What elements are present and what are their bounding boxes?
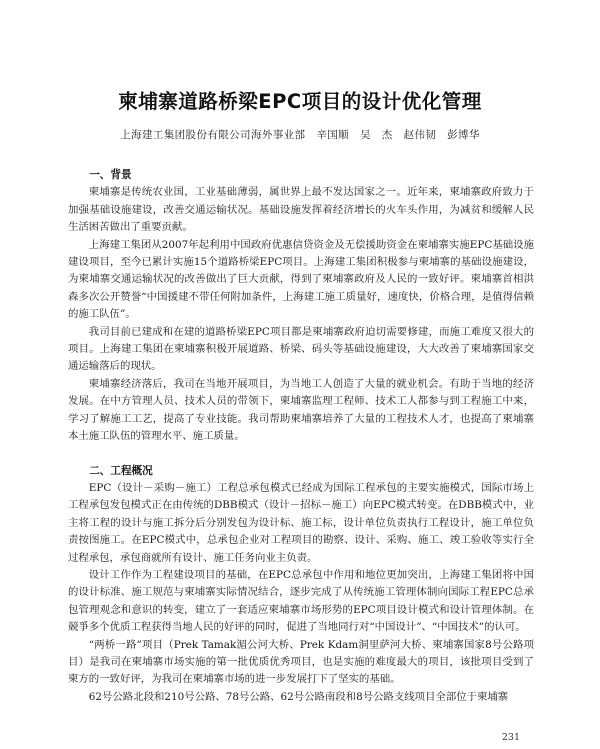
paper-body — [68, 167, 534, 706]
paragraph: 62号公路北段和210号公路、78号公路、62号公路南段和8号公路支线项目全部位于柬埔寨 — [88, 690, 509, 703]
paragraph: EPC（设计－采购－施工）工程总承包模式已经成为国际工程承包的主要实施模式，国际市场上工程承包发包模式正在由传统的DBB模式（设计－招标－施工）向EPC模式转变。在DBB模式中，业主将工程的设计与施工拆分后分别发包为设计标、施工标，设计单位负责执行工程设计，施工单位负责按图施工。在EPC模式中，总承包企业对工程项目的勘察、设计、采购、施工、竣工验收等实行全过程承包，承包商就所有设计、施工任务向业主负责。 — [68, 481, 534, 564]
section-heading-overview: 二、工程概况 — [89, 464, 153, 477]
paragraph: 设计工作作为工程建设项目的基础，在EPC总承包中作用和地位更加突出，上海建工集团将中国的设计标准、施工规范与柬埔寨实际情况结合，逐步完成了从传统施工管理体制向国际工程EPC总承包管理观念和意识的转变，建立了一套适应柬埔寨市场形势的EPC项目设计模式和设计管理体制。在競爭多个优质工程获得当地人民的好评的同时，促进了当地同行对“中国设计”、“中国技术”的认可。 — [68, 568, 534, 634]
author-line: 上海建工集团股份有限公司海外事业部 辛国顺 吴 杰 赵伟韧 彭博华 — [120, 129, 480, 141]
section-heading-background: 一、背景 — [89, 169, 132, 181]
paper-title: 柬埔寨道路桥梁EPC项目的设计优化管理 — [118, 90, 482, 113]
paragraph: 上海建工集团从2007年起利用中国政府优惠信贷资金及无偿援助资金在柬埔寨实施EPC基础设施建设项目，至今已累计实施15个道路桥梁EPC项目。上海建工集团积极参与柬埔寨的基础设施建设，为柬埔寨交通运输状况的改善做出了巨大贡献，得到了柬埔寨政府及人民的一致好评。柬埔寨首相洪森多次公开赞誉“中国援建不带任何附加条件，上海建工施工质量好，速度快，价格合理，是值得信赖的施工队伍”。 — [68, 238, 534, 321]
paragraph: “两桥一路”项目（Prek Tamak湄公河大桥、Prek Kdam洞里萨河大桥、柬埔寨国家8号公路项目）是我司在柬埔寨市场实施的第一批优质优秀项目，也是实施的难度最大的项目，该批项目受到了柬方的一致好评，为我司在柬埔寨市场的进一步发展打下了坚实的基础。 — [68, 638, 534, 686]
paragraph: 柬埔寨是传统农业国，工业基础薄弱，属世界上最不发达国家之一。近年来，柬埔寨政府致力于加强基础设施建设，改善交通运输状况。基础设施发挥着经济增长的火车头作用，为减贫和缓解人民生活困苦做出了重要贡献。 — [68, 186, 534, 234]
page-number: 231 — [501, 732, 520, 743]
section-spacer — [68, 446, 534, 463]
paragraph: 柬埔寨经济落后，我司在当地开展项目，为当地工人创造了大量的就业机会。有助于当地的经济发展。在中方管理人员、技术人员的带领下，柬埔寨监理工程师、技术工人都参与到工程施工中来，学习了解施工工艺，提高了专业技能。我司帮助柬埔寨培养了大量的工程技术人才，也提高了柬埔寨本土施工队伍的管理水平、施工质量。 — [68, 377, 534, 443]
paragraph: 我司目前已建成和在建的道路桥梁EPC项目都是柬埔寨政府迫切需要修建，而施工难度又很大的项目。上海建工集团在柬埔寨积极开展道路、桥梁、码头等基础设施建设，大大改善了柬埔寨国家交通运输落后的现状。 — [68, 325, 534, 373]
